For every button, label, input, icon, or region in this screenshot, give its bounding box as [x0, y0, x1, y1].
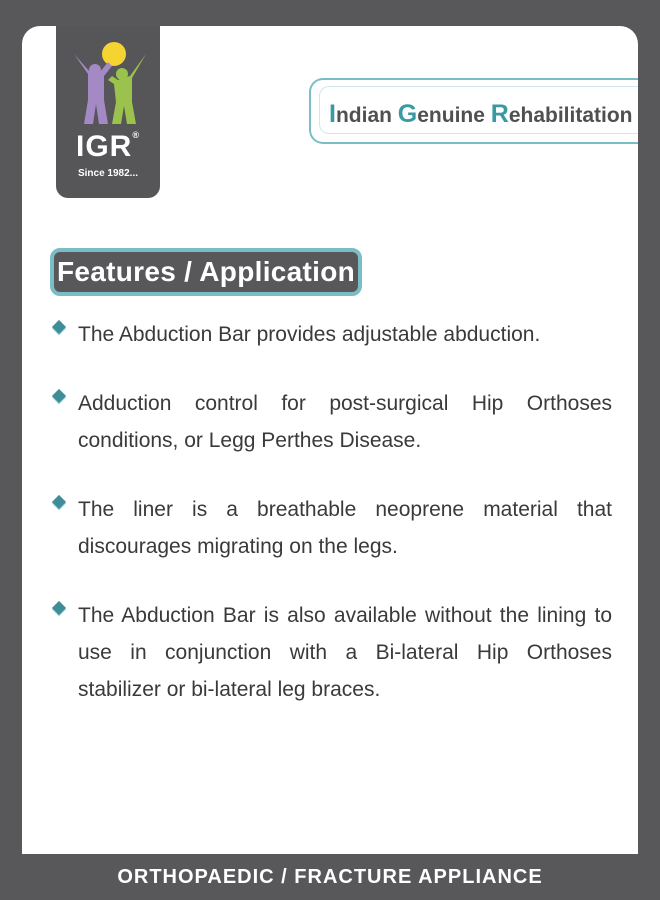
brand-name: Indian Genuine Rehabilitation — [329, 100, 633, 128]
diamond-bullet-icon — [52, 601, 66, 615]
features-list — [48, 316, 612, 740]
footer-category: ORTHOPAEDIC / FRACTURE APPLIANCE — [117, 865, 543, 888]
logo-wordmark: IGR® — [76, 130, 140, 163]
feature-text: The Abduction Bar provides adjustable abduction. — [78, 323, 541, 346]
diamond-bullet-icon — [52, 320, 66, 334]
feature-item — [48, 491, 612, 565]
feature-text: The Abduction Bar is also available without the lining to use in conjunction with a Bi-lateral Hip Orthoses stabilizer or bi-lateral leg braces. — [78, 604, 612, 701]
content-card — [22, 26, 638, 854]
feature-text: The liner is a breathable neoprene material that discourages migrating on the legs. — [78, 498, 612, 558]
brand-banner — [309, 78, 638, 144]
logo-since: Since 1982... — [77, 168, 139, 179]
features-heading: Features / Application — [56, 256, 356, 287]
igr-figures-logo-icon — [68, 40, 148, 126]
diamond-bullet-icon — [52, 389, 66, 403]
feature-item — [48, 385, 612, 459]
diamond-bullet-icon — [52, 495, 66, 509]
feature-item — [48, 597, 612, 708]
feature-item — [48, 316, 612, 353]
feature-text: Adduction control for post-surgical Hip Orthoses conditions, or Legg Perthes Disease. — [78, 392, 612, 452]
igr-logo — [56, 26, 160, 198]
features-heading-box — [50, 248, 362, 296]
